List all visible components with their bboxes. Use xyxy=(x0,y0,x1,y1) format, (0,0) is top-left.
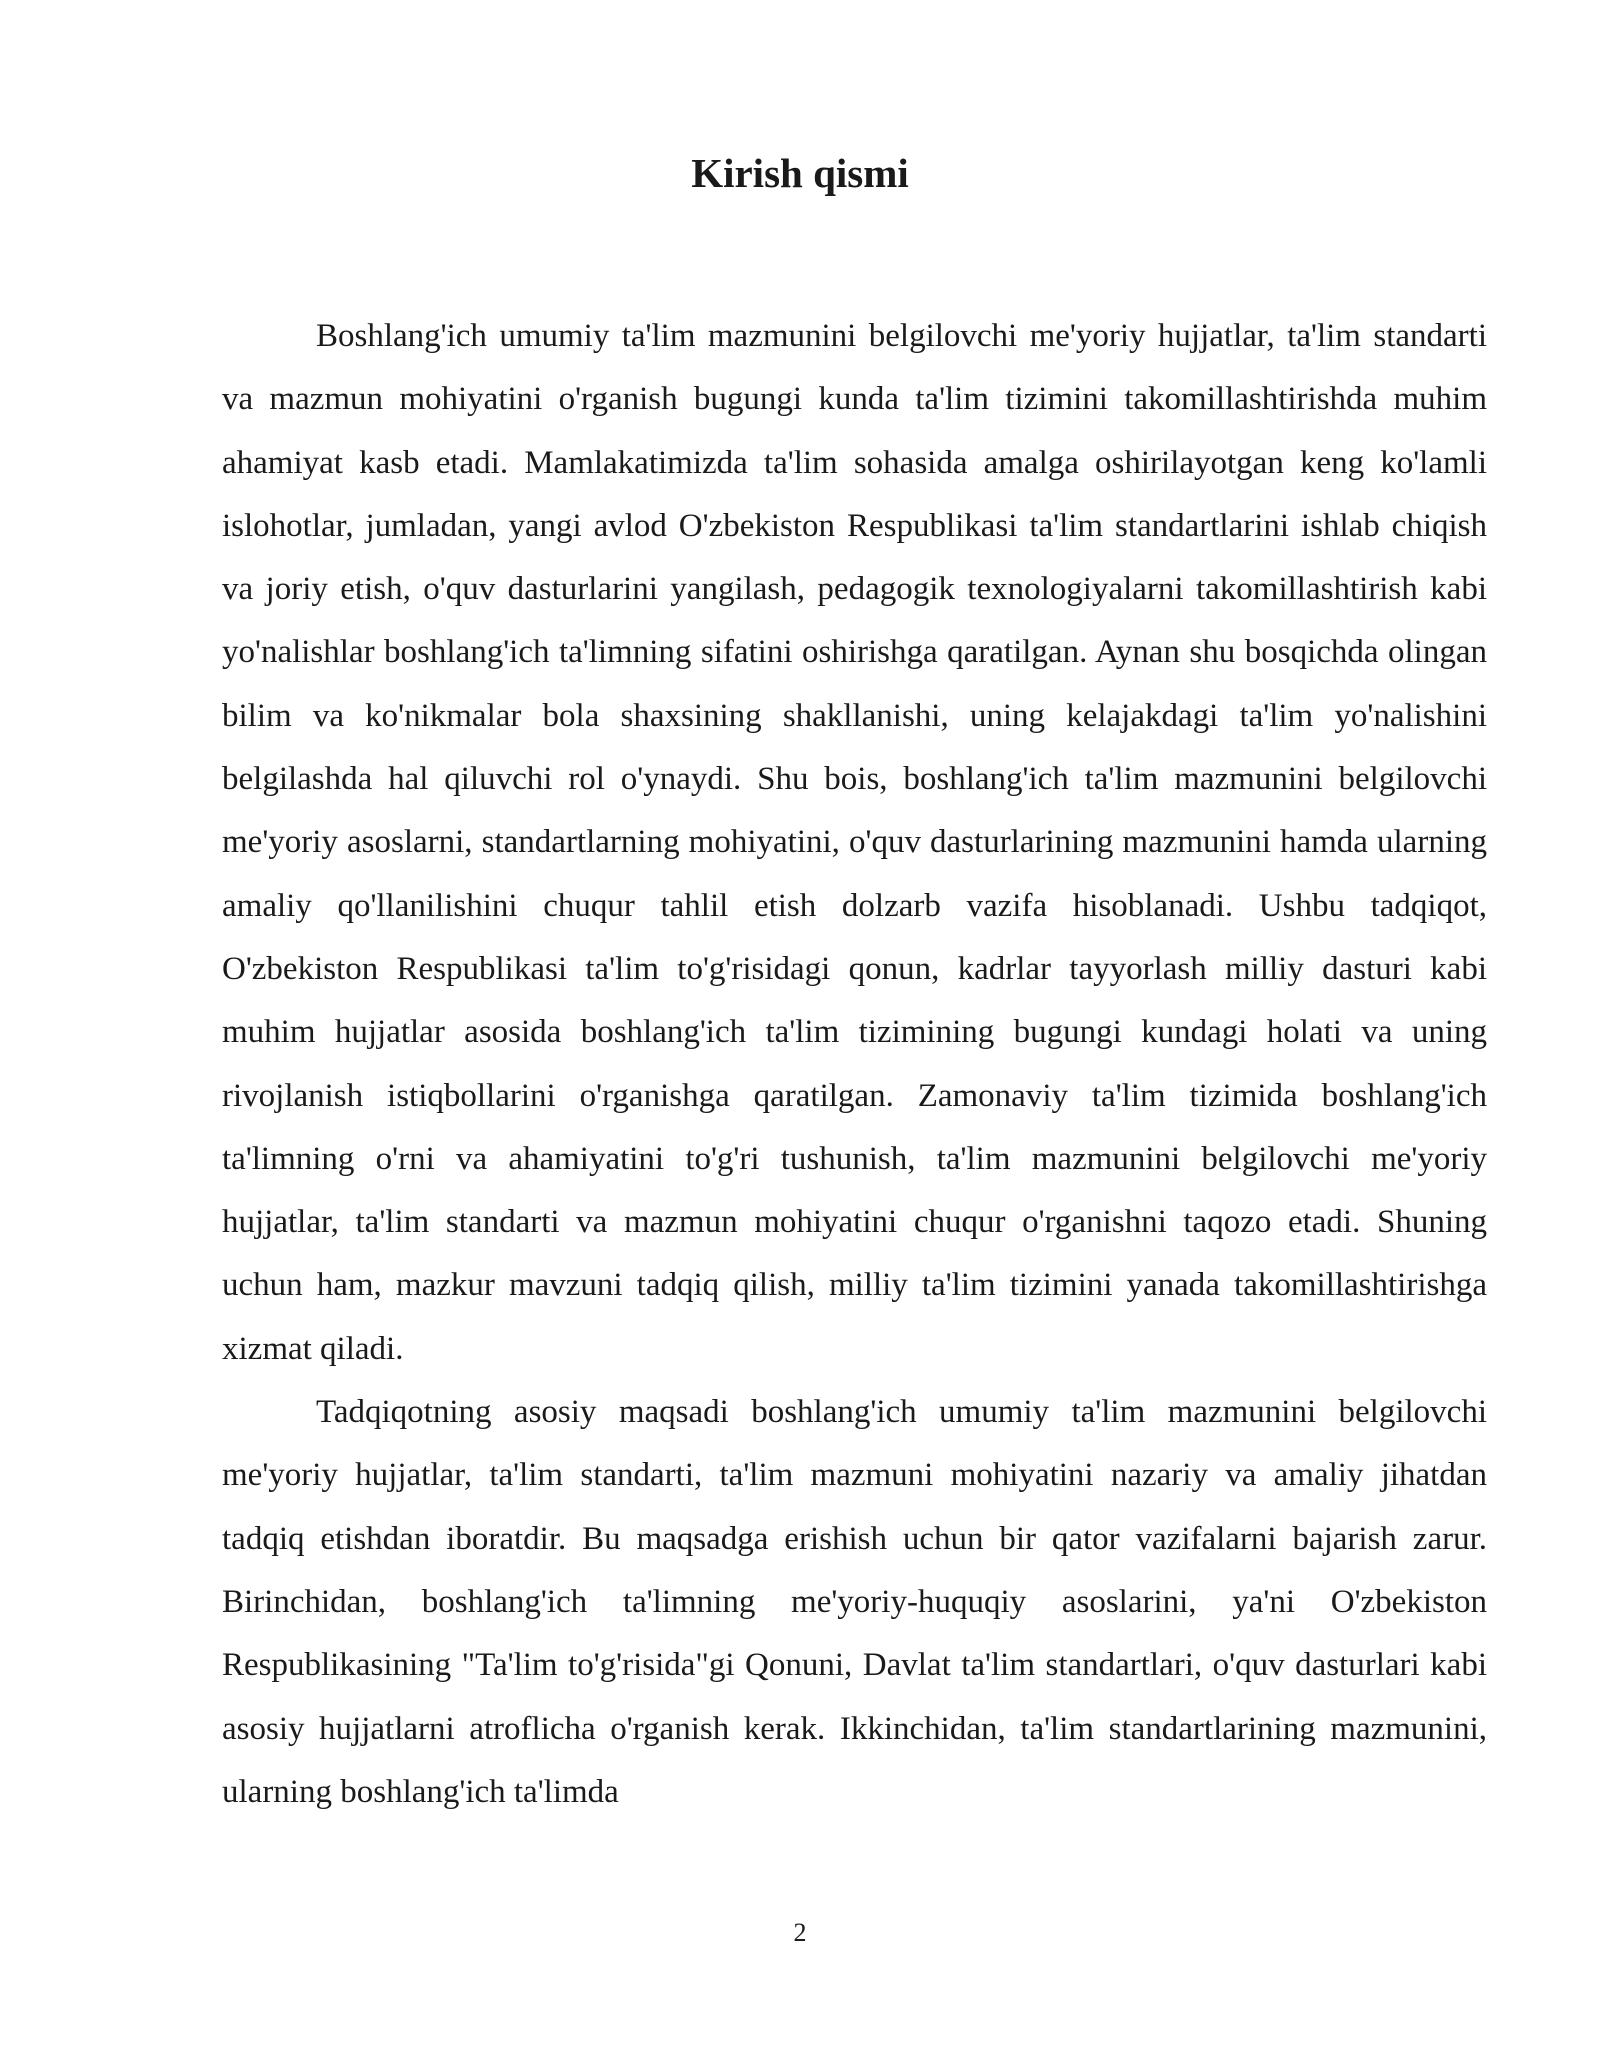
paragraph-research-aim: Tadqiqotning asosiy maqsadi boshlang'ich umumiy ta'lim mazmunini belgilovchi me'yoriy hujjatlar, ta'lim standarti, ta'lim mazmuni mohiyatini nazariy va amaliy jihatdan tadqiq etishdan iboratdir. Bu maqsadga erishish uchun bir qator vazifalarni bajarish zarur. Birinchidan, boshlang'ich ta'limning me'yoriy-huquqiy asoslarini, ya'ni O'zbekiston Respublikasining "Ta'lim to'g'risida"gi Qonuni, Davlat ta'lim standartlari, o'quv dasturlari kabi asosiy hujjatlarni atroflicha o'rganish kerak. Ikkinchidan, ta'lim standartlarining mazmunini, ularning boshlang'ich ta'limda xyxy=(222,1394,1487,1810)
paragraph-introduction: Boshlang'ich umumiy ta'lim mazmunini belgilovchi me'yoriy hujjatlar, ta'lim standarti va mazmun mohiyatini o'rganish bugungi kunda ta'lim tizimini takomillashtirishda muhim ahamiyat kasb etadi. Mamlakatimizda ta'lim sohasida amalga oshirilayotgan keng ko'lamli islohotlar, jumladan, yangi avlod O'zbekiston Respublikasi ta'lim standartlarini ishlab chiqish va joriy etish, o'quv dasturlarini yangilash, pedagogik texnologiyalarni takomillashtirish kabi yo'nalishlar boshlang'ich ta'limning sifatini oshirishga qaratilgan. Aynan shu bosqichda olingan bilim va ko'nikmalar bola shaxsining shakllanishi, uning kelajakdagi ta'lim yo'nalishini belgilashda hal qiluvchi rol o'ynaydi. Shu bois, boshlang'ich ta'lim mazmunini belgilovchi me'yoriy asoslarni, standartlarning mohiyatini, o'quv dasturlarining mazmunini hamda ularning amaliy qo'llanilishini chuqur tahlil etish dolzarb vazifa hisoblanadi. Ushbu tadqiqot, O'zbekiston Respublikasi ta'lim to'g'risidagi qonun, kadrlar tayyorlash milliy dasturi kabi muhim hujjatlar asosida boshlang'ich ta'lim tizimining bugungi kundagi holati va uning rivojlanish istiqbollarini o'rganishga qaratilgan. Zamonaviy ta'lim tizimida boshlang'ich ta'limning o'rni va ahamiyatini to'g'ri tushunish, ta'lim mazmunini belgilovchi me'yoriy hujjatlar, ta'lim standarti va mazmun mohiyatini chuqur o'rganishni taqozo etadi. Shuning uchun ham, mazkur mavzuni tadqiq qilish, milliy ta'lim tizimini yanada takomillashtirishga xizmat qiladi. xyxy=(222,318,1487,1367)
section-title: Kirish qismi xyxy=(691,150,909,196)
body-text xyxy=(222,305,1487,1824)
page-number: 2 xyxy=(793,1918,807,1947)
